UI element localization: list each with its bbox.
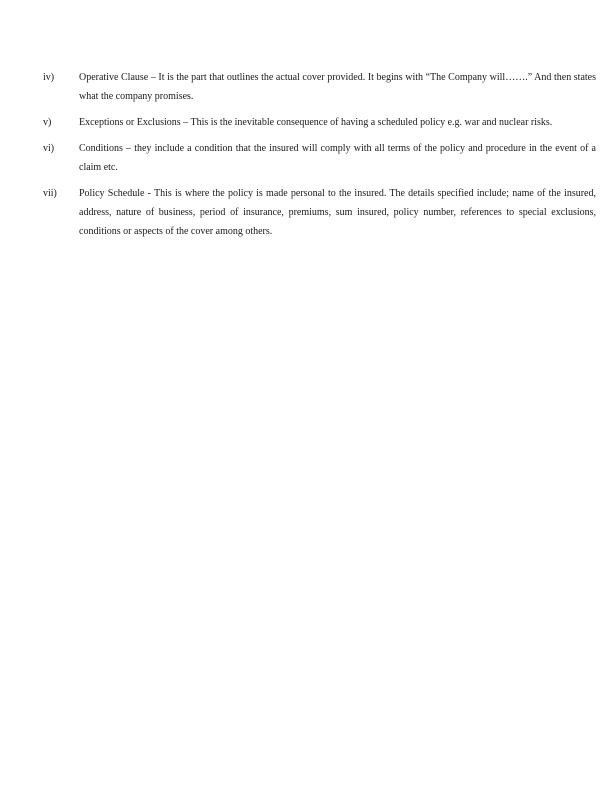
list-item-text: Exceptions or Exclusions – This is the inevitable consequence of having a scheduled policy e.g. war and nuclear risks. [79,117,553,128]
list-item-operative-clause [43,68,596,106]
list-item-text: Policy Schedule - This is where the policy is made personal to the insured. The details specified include; name of the insured, address, nature of business, period of insurance, premiums, sum insured, policy number, references to special exclusions, conditions or aspects of the cover among others. [79,188,596,237]
list-item-text: Conditions – they include a condition that the insured will comply with all terms of the policy and procedure in the event of a claim etc. [79,143,596,173]
list-item-text: Operative Clause – It is the part that outlines the actual cover provided. It begins with “The Company will…….” And then states what the company promises. [79,72,596,102]
list-item-number: v) [43,117,52,128]
list-item-conditions [43,139,596,177]
numbered-list [43,68,596,248]
list-item-policy-schedule [43,184,596,241]
list-item-number: vii) [43,188,57,199]
list-item-number: vi) [43,143,55,154]
list-item-number: iv) [43,72,55,83]
list-item-exceptions [43,113,596,132]
